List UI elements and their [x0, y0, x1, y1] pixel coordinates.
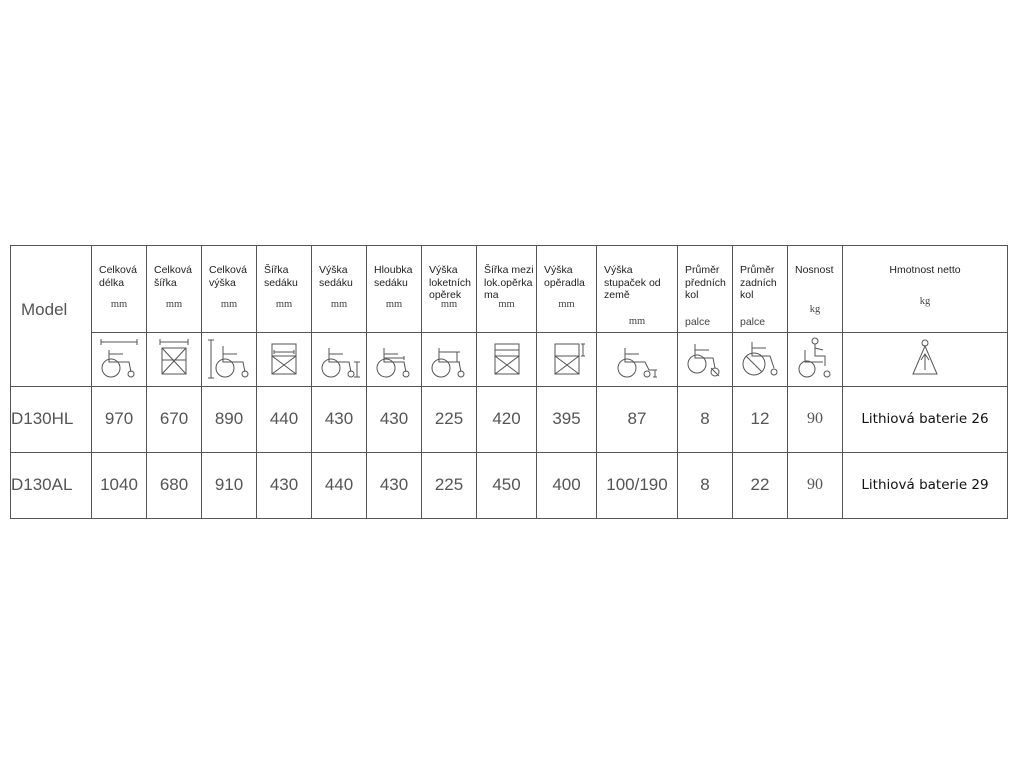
- col-unit: mm: [385, 299, 403, 310]
- col-header-seat-depth: [367, 246, 422, 333]
- table-cell: 22: [733, 452, 788, 518]
- load-capacity-icon: [788, 332, 843, 386]
- wheelchair-length-icon: [92, 332, 147, 386]
- col-label: Nosnost: [795, 264, 834, 276]
- table-cell: Lithiová baterie 26: [843, 386, 1008, 452]
- col-header-seat-height: [312, 246, 367, 333]
- table-cell: 395: [537, 386, 597, 452]
- col-unit: kg: [809, 304, 821, 315]
- col-unit: mm: [330, 299, 348, 310]
- table-cell: 970: [92, 386, 147, 452]
- table-cell: 430: [367, 386, 422, 452]
- weight-icon: [843, 332, 1008, 386]
- table-cell: 430: [367, 452, 422, 518]
- col-label: Výška sedáku: [319, 264, 353, 289]
- col-header-armrest-width: [477, 246, 537, 333]
- table-cell: 8: [678, 386, 733, 452]
- col-label: Celková délka: [99, 264, 137, 289]
- col-label: Hmotnost netto: [889, 264, 961, 276]
- table-cell: 8: [678, 452, 733, 518]
- table-cell: 440: [312, 452, 367, 518]
- table-cell: 225: [422, 386, 477, 452]
- table-cell: 430: [312, 386, 367, 452]
- col-label: Výška loketních opěrek: [429, 264, 472, 301]
- table-row: [11, 386, 1008, 452]
- col-label: Hloubka sedáku: [374, 264, 413, 289]
- col-header-seat-width: [257, 246, 312, 333]
- col-unit: mm: [558, 299, 575, 310]
- seat-width-icon: [257, 332, 312, 386]
- col-unit: mm: [165, 299, 183, 310]
- col-header-front-wheel: [678, 246, 733, 333]
- col-header-width: [147, 246, 202, 333]
- rear-wheel-icon: [733, 332, 788, 386]
- col-header-armrest-height: [422, 246, 477, 333]
- col-label: Průměr předních kol: [685, 264, 726, 301]
- wheelchair-height-icon: [202, 332, 257, 386]
- col-unit: mm: [220, 299, 238, 310]
- col-label: Výška stupaček od země: [604, 264, 661, 301]
- col-unit: mm: [275, 299, 293, 310]
- seat-height-icon: [312, 332, 367, 386]
- table-cell: 90: [788, 452, 843, 518]
- table-cell: 680: [147, 452, 202, 518]
- col-header-length: [92, 246, 147, 333]
- spec-table: [10, 245, 1008, 519]
- table-cell: 400: [537, 452, 597, 518]
- table-cell: 450: [477, 452, 537, 518]
- table-cell: 90: [788, 386, 843, 452]
- col-unit: kg: [919, 296, 931, 307]
- col-unit: mm: [110, 299, 128, 310]
- table-cell: 87: [597, 386, 678, 452]
- model-blank-cell: [11, 332, 92, 386]
- table-cell: 430: [257, 452, 312, 518]
- col-header-load: [788, 246, 843, 333]
- model-header-cell: [11, 246, 92, 333]
- col-label: Výška opěradla: [544, 264, 585, 289]
- armrest-width-icon: [477, 332, 537, 386]
- model-cell: D130HL: [11, 386, 92, 452]
- col-label: Průměr zadních kol: [740, 264, 777, 301]
- col-unit: mm: [628, 316, 646, 327]
- armrest-height-icon: [422, 332, 477, 386]
- backrest-height-icon: [537, 332, 597, 386]
- table-cell: Lithiová baterie 29: [843, 452, 1008, 518]
- table-cell: 225: [422, 452, 477, 518]
- table-cell: 12: [733, 386, 788, 452]
- table-cell: 420: [477, 386, 537, 452]
- table-cell: 100/190: [597, 452, 678, 518]
- col-header-footrest-height: [597, 246, 678, 333]
- front-wheel-icon: [678, 332, 733, 386]
- header-row: [11, 246, 1008, 333]
- col-unit: palce: [685, 316, 711, 328]
- icon-row: [11, 332, 1008, 386]
- model-cell: D130AL: [11, 452, 92, 518]
- wheelchair-width-icon: [147, 332, 202, 386]
- table-cell: 890: [202, 386, 257, 452]
- col-label: Celková výška: [209, 264, 247, 289]
- table-cell: 670: [147, 386, 202, 452]
- col-header-rear-wheel: [733, 246, 788, 333]
- col-header-net-weight: [843, 246, 1008, 333]
- table-row: [11, 452, 1008, 518]
- col-unit: mm: [440, 299, 458, 310]
- footrest-height-icon: [597, 332, 678, 386]
- model-header: Model: [21, 300, 68, 320]
- col-header-height: [202, 246, 257, 333]
- col-label: Celková šířka: [154, 264, 192, 289]
- col-label: Šířka sedáku: [264, 264, 298, 289]
- seat-depth-icon: [367, 332, 422, 386]
- table-cell: 440: [257, 386, 312, 452]
- table-cell: 1040: [92, 452, 147, 518]
- col-label: Šířka mezi lok.opěrka ma: [484, 264, 534, 301]
- col-unit: mm: [498, 299, 515, 310]
- col-header-backrest-height: [537, 246, 597, 333]
- table-cell: 910: [202, 452, 257, 518]
- col-unit: palce: [740, 316, 766, 328]
